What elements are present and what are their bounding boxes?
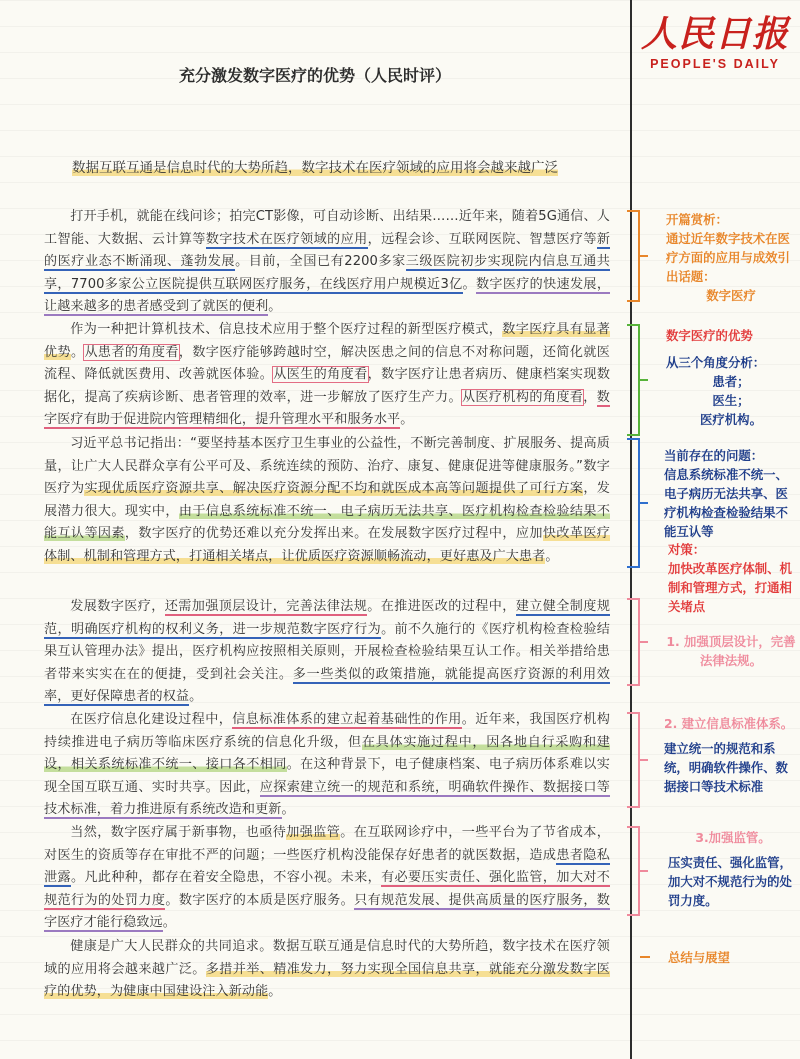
paragraph-6 — [44, 822, 610, 935]
text: ，远程会诊、互联网医院、智慧医疗等 — [367, 231, 597, 247]
underlined-text: 数字医疗有助于促进院内管理精细化，提升管理水平和服务水平 — [44, 389, 610, 428]
underlined-text: 新的医疗业态不断涌现、蓬勃发展 — [44, 231, 611, 270]
annotation-bracket-4 — [627, 598, 640, 686]
annotation-measure-3 — [668, 828, 798, 910]
highlighted-text: 数字医疗具有显著优势 — [44, 322, 610, 360]
boxed-text: 从患者的角度看 — [84, 344, 179, 360]
text: ，数字医疗的优势还难以充分发挥出来。在发展数字医疗过程中，应加 — [124, 526, 543, 542]
underlined-text: 只有规范发展、提供高质量的医疗服务，数字医疗才能行稳致远 — [44, 892, 610, 931]
boxed-text: 从医生的角度看 — [273, 367, 368, 383]
text: 。 — [162, 915, 176, 931]
annotation-opening — [666, 210, 796, 305]
subtitle-text: 数据互联互通是信息时代的大势所趋，数字技术在医疗领域的应用将会越来越广泛 — [72, 160, 558, 176]
annotation-problems — [664, 446, 798, 541]
text: 。前不久施行的《医疗机构检查检验结果互认管理办法》提出，医疗机构应按照相关原则，开展检查检验结果互认工作。相关举措给患者带来实实在在的便捷，受到社会关注。 — [44, 621, 610, 682]
underlined-text: 三级医院初步实现院内信息互通共享，7700多家公立医院提供互联网医疗服务，在线医疗用户规模近3亿 — [44, 254, 610, 292]
underlined-text: 信息标准体系的建立起着基础性的作用 — [232, 712, 462, 727]
annotation-heading: 开篇赏析： — [666, 212, 728, 227]
underlined-text: 患者隐私泄露 — [44, 847, 610, 886]
text: 。目前，全国已有2200多家 — [235, 254, 406, 270]
paragraph-3 — [44, 433, 610, 569]
annotation-heading: 当前存在的问题： — [664, 448, 764, 463]
underlined-text: 应探索建立统一的规范和系统，明确软件操作、数据接口等技术标准，着力推进原有系统改造和更新 — [44, 779, 610, 818]
annotation-conclusion — [668, 948, 788, 967]
paragraph-7 — [44, 936, 610, 1004]
text: 。 — [462, 276, 476, 292]
text: 健康是广大人民群众的共同追求。数据互联互通是信息时代的大势所趋，数字技术在医疗领域的应用将会越来越广泛。 — [44, 939, 610, 977]
text: 。 — [545, 548, 559, 564]
text: ，数字医疗让患者病历、健康档案实现数据化，提高了疾病诊断、患者管理的效率，进一步解放了医疗生产力。 — [44, 367, 611, 405]
underlined-text: 数字技术在医疗领域的应用 — [205, 231, 368, 247]
highlighted-text: 在具体实施过程中，因各地自行采购和建设，相关系统标准不统一、接口各不相同 — [44, 734, 610, 773]
text: 。在这种背景下，电子健康档案、电子病历体系难以实现全国互联互通、实时共享。因此， — [44, 757, 610, 795]
text: 。近年来，我国医疗机构持续推进电子病历等临床医疗系统的信息化升级，但 — [44, 712, 610, 750]
underlined-text: 多一些类似的政策措施，就能提高医疗资源的利用效率，更好保障患者的权益 — [44, 666, 610, 705]
text: 当然，数字医疗属于新事物，也亟待 — [70, 825, 287, 840]
annotation-bracket-6 — [627, 826, 640, 916]
text: 。在互联网诊疗中，一些平台为了节省成本，对医生的资质等存在审批不严的问题；一些医疗机构没能保存好患者的就医数据，造成 — [44, 825, 610, 863]
paragraph-4 — [44, 596, 610, 709]
text: 。数字医疗的本质是医疗服务。 — [165, 892, 355, 908]
annotation-countermeasures — [668, 540, 798, 616]
text: 发展数字医疗， — [70, 599, 165, 614]
annotation-body: 加快改革医疗体制、机制和管理方式，打通相关堵点 — [668, 561, 792, 614]
text: 。 — [268, 984, 282, 1000]
highlighted-text: 多措并举、精准发力，努力实现全国信息共享，就能充分激发数字医疗的优势，为健康中国建设注入新动能 — [44, 961, 610, 1000]
article-title: 充分激发数字医疗的优势（人民时评） — [178, 66, 451, 85]
text: 。 — [281, 802, 295, 818]
highlighted-text: 加强监管 — [286, 825, 341, 840]
text: 。 — [268, 299, 282, 315]
text: ， — [583, 389, 597, 405]
annotation-item: 医疗机构。 — [700, 412, 762, 427]
annotation-bracket-3 — [627, 438, 640, 568]
annotation-measure-2 — [664, 714, 798, 796]
text: ，数字医疗能够跨越时空，解决医患之间的信息不对称问题，还简化就医流程、降低就医费用、改善就医体验。 — [44, 344, 610, 383]
underlined-text: 还需加强顶层设计，完善法律法规 — [164, 599, 368, 614]
highlighted-text: 实现优质医疗资源共享、解决医疗资源分配不均和就医成本高等问题提供了可行方案 — [84, 481, 584, 497]
paragraph-2 — [44, 319, 610, 432]
underlined-text: 建立健全制度规范，明确医疗机构的权利义务，进一步规范数字医疗行为 — [44, 599, 611, 637]
article-subtitle — [72, 156, 558, 176]
text: 。 — [400, 412, 414, 428]
text: 。凡此种种，都存在着安全隐患，不容小视。未来， — [70, 870, 382, 886]
annotation-body: 通过近年数字技术在医疗方面的应用与成效引出话题： — [666, 231, 790, 284]
annotation-measure-1 — [666, 632, 796, 670]
annotation-body: 信息系统标准不统一、电子病历无法共享、医疗机构检查检验结果不能互认等 — [664, 467, 788, 539]
annotation-bracket-5 — [627, 712, 640, 808]
annotation-tail: 数字医疗 — [706, 288, 756, 303]
highlighted-text: 由于信息系统标准不统一、电子病历无法共享、医疗机构检查检验结果不能互认等因素 — [44, 503, 611, 542]
highlighted-text: 快改革医疗体制、机制和管理方式，打通相关堵点，让优质医疗资源顺畅流动，更好惠及广大患者 — [44, 526, 610, 564]
annotation-body: 建立统一的规范和系统，明确软件操作、数据接口等技术标准 — [664, 741, 788, 794]
boxed-text: 从医疗机构的角度看 — [461, 389, 584, 405]
annotation-body: 压实责任、强化监管，加大对不规范行为的处罚力度。 — [668, 855, 792, 908]
text: 在医疗信息化建设过程中， — [70, 712, 233, 727]
text: 。 — [189, 689, 203, 705]
annotation-item: 医生； — [712, 393, 750, 408]
text: 。在推进医改的过程中， — [367, 599, 516, 614]
annotation-bracket-1 — [627, 210, 640, 302]
annotation-heading: 对策： — [668, 542, 706, 557]
text: 。 — [70, 344, 85, 360]
annotation-subheading: 从三个角度分析： — [666, 355, 766, 370]
annotation-heading: 3.加强监管。 — [695, 830, 771, 845]
text: 作为一种把计算机技术、信息技术应用于整个医疗过程的新型医疗模式， — [70, 322, 503, 337]
peoples-daily-logo: 人民日报 — [640, 13, 789, 55]
annotation-heading: 总结与展望 — [668, 950, 730, 965]
annotation-heading: 2. 建立信息标准体系。 — [664, 716, 794, 731]
peoples-daily-logo-en: PEOPLE'S DAILY — [650, 57, 780, 71]
underlined-text: 有必要压实责任、强化监管，加大对不规范行为的处罚力度 — [44, 870, 610, 908]
annotation-heading: 数字医疗的优势 — [666, 328, 753, 343]
underlined-text: 数字医疗的快速发展，让越来越多的患者感受到了就医的便利 — [44, 276, 611, 315]
annotation-bracket-2 — [627, 324, 640, 436]
text: 打开手机，就能在线问诊；拍完CT影像，可自动诊断、出结果……近年来，随着5G通信、人工智能、大数据、云计算等 — [44, 209, 610, 247]
annotation-item: 患者； — [712, 374, 750, 389]
text: 习近平总书记指出：“要坚持基本医疗卫生事业的公益性，不断完善制度、扩展服务、提高质量，让广大人民群众享有公平可及、系统连续的预防、治疗、康复、健康促进等健康服务。”数字医疗为 — [44, 436, 610, 497]
annotation-advantages — [666, 326, 796, 429]
text: ，发展潜力很大。现实中， — [44, 481, 610, 519]
annotation-heading: 1. 加强顶层设计，完善法律法规。 — [666, 634, 796, 668]
paragraph-1 — [44, 206, 610, 319]
paragraph-5 — [44, 709, 610, 822]
